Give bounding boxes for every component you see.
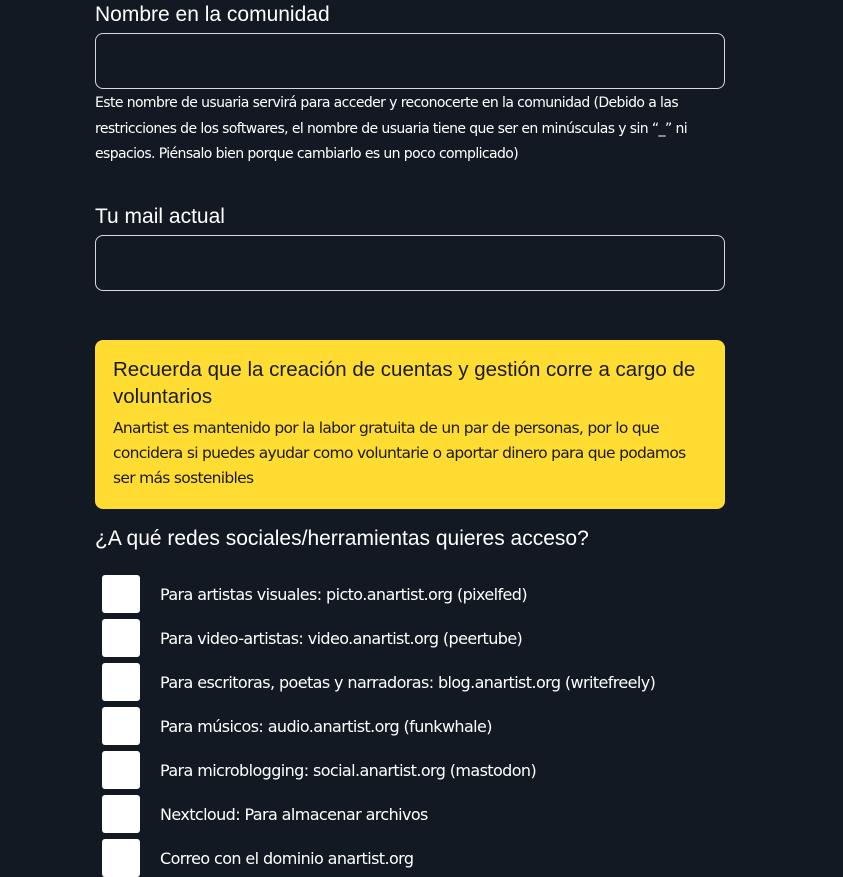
notice-body: Anartist es mantenido por la labor gratuita de un par de personas, por lo que concidera si puedes ayudar como voluntarie o aportar dinero para que podamos ser más sostenibles <box>113 419 686 487</box>
option-label: Para video-artistas: video.anartist.org (peertube) <box>160 628 523 648</box>
option-label: Para músicos: audio.anartist.org (funkwhale) <box>160 716 492 736</box>
checkbox[interactable] <box>102 575 140 613</box>
username-input[interactable] <box>95 33 725 89</box>
checkbox[interactable] <box>102 707 140 745</box>
option-label: Nextcloud: Para almacenar archivos <box>160 804 428 824</box>
service-option-nextcloud[interactable] <box>102 795 428 833</box>
service-option-pixelfed[interactable] <box>102 575 527 613</box>
checkbox[interactable] <box>102 751 140 789</box>
service-option-mastodon[interactable] <box>102 751 536 789</box>
notice-title: Recuerda que la creación de cuentas y gestión corre a cargo de voluntarios <box>113 358 696 408</box>
service-option-peertube[interactable] <box>102 619 522 657</box>
checkbox[interactable] <box>102 795 140 833</box>
username-help-text: Este nombre de usuaria servirá para acceder y reconocerte en la comunidad (Debido a las restricciones de los softwares, el nombre de usuaria tiene que ser en minúsculas y sin “_” ni espacios. Piénsalo bien porque cambiarlo es un poco complicado) <box>95 95 688 162</box>
checkbox[interactable] <box>102 619 140 657</box>
option-label: Para artistas visuales: picto.anartist.org (pixelfed) <box>160 584 527 604</box>
username-label: Nombre en la comunidad <box>95 3 330 26</box>
option-label: Para microblogging: social.anartist.org (mastodon) <box>160 760 537 780</box>
service-option-writefreely[interactable] <box>102 663 655 701</box>
checkbox[interactable] <box>102 839 140 877</box>
service-option-funkwhale[interactable] <box>102 707 492 745</box>
checkbox[interactable] <box>102 663 140 701</box>
service-option-email[interactable] <box>102 839 413 877</box>
volunteer-notice <box>95 340 725 509</box>
email-input[interactable] <box>95 235 725 291</box>
services-question: ¿A qué redes sociales/herramientas quieres acceso? <box>95 527 589 550</box>
option-label: Correo con el dominio anartist.org <box>160 848 414 868</box>
email-label: Tu mail actual <box>95 205 225 228</box>
option-label: Para escritoras, poetas y narradoras: blog.anartist.org (writefreely) <box>160 672 656 692</box>
